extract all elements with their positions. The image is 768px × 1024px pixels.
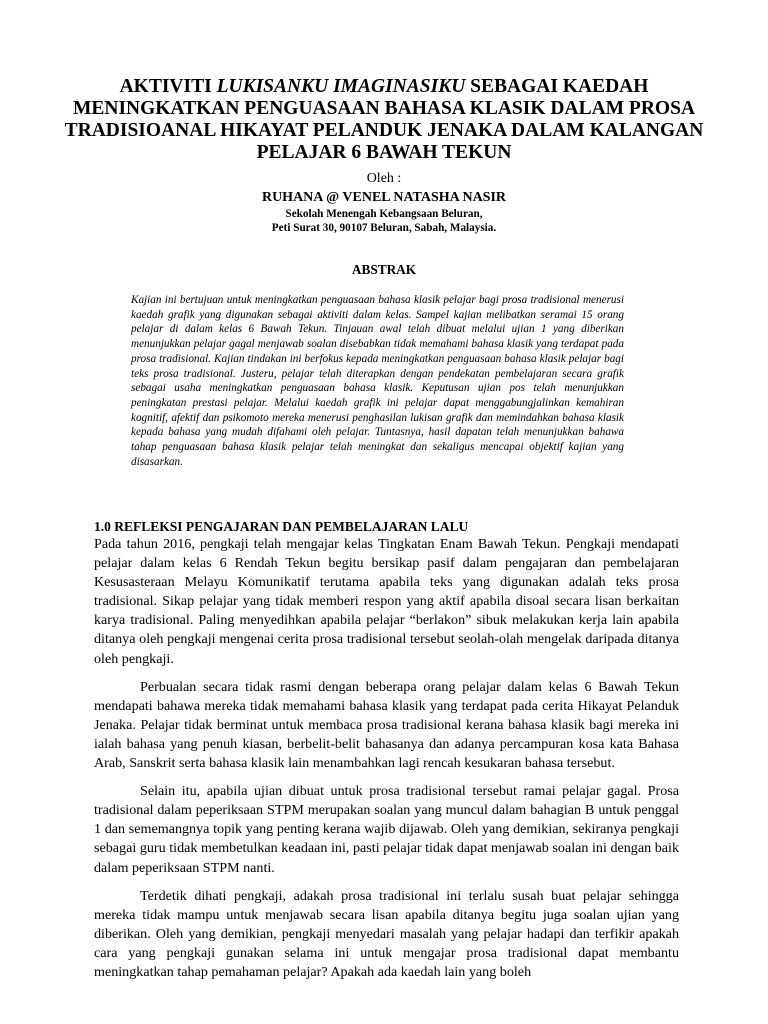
body-paragraph-4: Terdetik dihati pengkaji, adakah prosa tradisional ini terlalu susah buat pelajar sehingga mereka tidak mampu untuk menjawab secara lisan apabila ditanya begitu juga soalan ujian yang diberikan. Oleh yang demikian, pengkaji menyedari masalah yang pelajar hadapi dan terfikir apakah cara yang pengkaji gunakan selama ini untuk mengajar prosa tradisional dapat membantu meningkatkan tahap pemahaman pelajar? Apakah ada kaedah lain yang boleh bbox=[94, 887, 679, 980]
body-paragraph-2: Perbualan secara tidak rasmi dengan beberapa orang pelajar dalam kelas 6 Bawah Tekun mendapati bahawa mereka tidak memahami bahasa klasik yang terdapat pada cerita Hikayat Pelanduk Jenaka. Pelajar tidak berminat untuk membaca prosa tradisional kerana bahasa klasik bagi mereka ini ialah bahasa yang penuh kiasan, berbelit-belit bahasanya dan adanya percampuran kosa kata Bahasa Arab, Sanskrit serta bahasa klasik lain menambahkan lagi rencah kesukaran bahasa tersebut. bbox=[94, 678, 679, 772]
abstract-heading: ABSTRAK bbox=[351, 262, 417, 277]
section-heading: 1.0 REFLEKSI PENGAJARAN DAN PEMBELAJARAN LALU bbox=[94, 519, 469, 534]
byline-label: Oleh : bbox=[366, 171, 402, 186]
affiliation bbox=[60, 207, 708, 235]
body-paragraph-1: Pada tahun 2016, pengkaji telah mengajar kelas Tingkatan Enam Bawah Tekun. Pengkaji mendapati pelajar dalam kelas 6 Rendah Tekun begitu bersikap pasif dalam pengajaran dan pembelajaran Kesusasteraan Melayu Komunikatif terutama apabila teks yang digunakan adalah teks prosa tradisional. Sikap pelajar yang tidak memberi respon yang aktif apabila disoal secara lisan berkaitan karya tradisional. Paling menyedihkan apabila pelajar “berlakon” sibuk melakukan kerja lain apabila ditanya oleh pengkaji mengenai cerita prosa tradisional tersebut seolah-olah mengelak daripada ditanya oleh pengkaji. bbox=[94, 536, 679, 667]
title-suffix: SEBAGAI KAEDAH MENINGKATKAN PENGUASAAN BAHASA KLASIK DALAM PROSA TRADISIOANAL HIKAYAT PELANDUK JENAKA DALAM KALANGAN PELAJAR 6 BAWAH TEKUN bbox=[64, 76, 704, 163]
title-prefix: AKTIVITI bbox=[119, 76, 217, 97]
paper-title bbox=[60, 76, 708, 164]
abstract-text: Kajian ini bertujuan untuk meningkatkan penguasaan bahasa klasik pelajar bagi prosa tradisional menerusi kaedah grafik yang digunakan sebagai aktiviti dalam kelas. Sampel kajian melibatkan seramai 15 orang pelajar di dalam kelas 6 Bawah Tekun. Tinjauan awal telah dibuat melalui ujian 1 yang diberikan menunjukkan pelajar gagal menjawab soalan disebabkan tidak memahami bahasa klasik yang terdapat pada prosa tradisional. Kajian tindakan ini berfokus kepada meningkatkan penguasaan bahasa klasik pelajar bagi teks prosa tradisional. Justeru, pelajar telah diterapkan dengan pendekatan pembelajaran secara grafik sebagai usaha meningkatkan penguasaan bahasa klasik. Keputusan ujian pos telah menunjukkan peningkatan prestasi pelajar. Melalui kaedah grafik ini pelajar dapat menggabungjalinkan kemahiran kognitif, afektif dan psikomoto mereka menerusi penghasilan lukisan grafik dan memindahkan bahasa klasik kepada bahasa yang mudah difahami oleh pelajar. Tuntasnya, hasil dapatan telah menunjukkan bahawa tahap penguasaan bahasa klasik pelajar telah meningkat dan sekaligus mencapai objektif kajian yang disasarkan. bbox=[131, 294, 624, 468]
affiliation-line-2: Peti Surat 30, 90107 Beluran, Sabah, Malaysia. bbox=[271, 222, 497, 234]
body-paragraph-3: Selain itu, apabila ujian dibuat untuk prosa tradisional tersebut ramai pelajar gagal. Prosa tradisional dalam peperiksaan STPM merupakan soalan yang muncul dalam bahagian B untuk penggal 1 dan sememangnya topik yang penting kerana wajib dijawab. Oleh yang demikian, sekiranya pengkaji sebagai guru tidak membetulkan keadaan ini, pasti pelajar tidak dapat menjawab soalan ini dengan baik dalam peperiksaan STPM nanti. bbox=[94, 783, 679, 876]
title-italic-phrase: LUKISANKU IMAGINASIKU bbox=[216, 76, 466, 97]
author-name: RUHANA @ VENEL NATASHA NASIR bbox=[261, 190, 507, 205]
affiliation-line-1: Sekolah Menengah Kebangsaan Beluran, bbox=[285, 208, 483, 220]
section-body bbox=[94, 535, 679, 991]
